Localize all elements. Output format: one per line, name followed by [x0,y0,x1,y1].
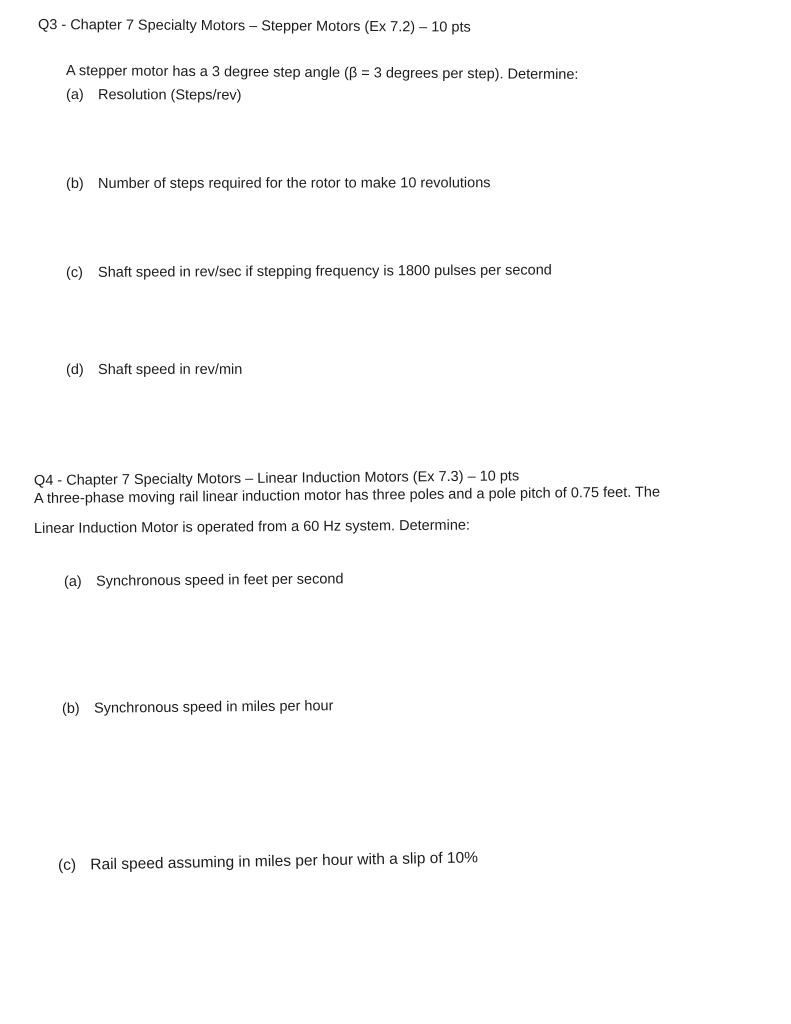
q3-intro: A stepper motor has a 3 degree step angle (β = 3 degrees per step). Determine: [65,63,579,84]
q3-part-d-label: (d) [65,361,84,378]
q3-part-b [66,174,491,193]
q4-part-a-label: (a) [63,573,82,590]
q3-part-b-text: Number of steps required for the rotor to make 10 revolutions [98,175,491,192]
q4-part-c-label: (c) [57,856,77,874]
q4-part-a [64,570,344,591]
q3-part-a [66,86,242,105]
q3-heading: Q3 - Chapter 7 Specialty Motors – Stepper Motors (Ex 7.2) – 10 pts [37,17,471,36]
q4-intro-line-2: Linear Induction Motor is operated from a 60 Hz system. Determine: [33,517,471,537]
q3-part-a-text: Resolution (Steps/rev) [98,87,242,104]
q4-intro-line-1: A three-phase moving rail linear induction motor has three poles and a pole pitch of 0.75 feet. The [33,484,661,507]
q3-part-c-text: Shaft speed in rev/sec if stepping frequency is 1800 pulses per second [97,262,552,281]
q4-part-c [58,849,478,875]
q3-part-c [66,261,552,282]
q3-part-c-label: (c) [65,264,83,281]
q4-part-c-text: Rail speed assuming in miles per hour with a slip of 10% [90,849,479,874]
q4-part-b-label: (b) [61,700,80,717]
q3-part-d-text: Shaft speed in rev/min [98,361,243,378]
q4-part-b [62,697,334,718]
q3-part-a-label: (a) [65,87,84,104]
q4-part-b-text: Synchronous speed in miles per hour [93,698,334,717]
q4-part-a-text: Synchronous speed in feet per second [95,571,344,590]
q3-part-b-label: (b) [65,175,84,192]
q3-part-d [66,361,242,379]
q4-heading: Q4 - Chapter 7 Specialty Motors – Linear Induction Motors (Ex 7.3) – 10 pts [33,468,520,489]
